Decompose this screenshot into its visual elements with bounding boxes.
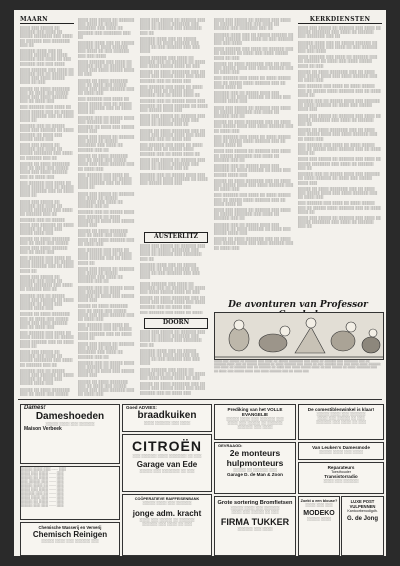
column-austerlitz-text: ░░░░ ░░░ ░░░░░ ░░ ░░░░░░ ░░░ ░░░░ ░░ ░░░░░ ░░░░░░░ ░░░ ░░░░ ░░ ░░░░░░ ░░░ ░░░░░░░ ░░░ ░░ ░░░░░░ ░░░░ ░░░ ░░ ░░░░░ ░░░░░░ ░░ ░░░░ ░░░░░░ ░░░ ░░░░ ░░ ░░░ ░░░░░░ ░░░ ░░░ ░░░░ ░░░░ ░░░░░░ ░░░ ░░░░ ░░ ░░░░░░ ░░░ ░░ ░░░░░░ ░░ ░░░░ ░░░ ░░░░ ░░░░░ ░░░░ ░░ ░░░ ░░░░░ ░░ ░░░░ ░░░░░░░ ░░░ ░░ ░░░░ ░░░ ░░░░░ ░░░░ ░░░ ░░░░ ░░░░░░ ░░░ ░░ ░░░░ ░░░ ░░░ ░░░░░░ ░░░ ░░░░ ░░ ░░░░ bbox=[140, 244, 206, 314]
newspaper-page bbox=[14, 10, 386, 556]
column-3-upper-text: ░░░░ ░░░ ░░░░░ ░░ ░░░░░░ ░░░ ░░░░ ░░ ░░░░░ ░░░░░░░ ░░░ ░░░░ ░░ ░░░░░░ ░░░ ░░░░░░░ ░░░ ░░ ░░░░░░ ░░░░ ░░░ ░░ ░░░░░ ░░░░░░ ░░ ░░░░ ░░░░░░ ░░░ ░░░░ ░░ ░░░ ░░░░░░ ░░░ ░░░ ░░░░ ░░░░ ░░░░░░ ░░░ ░░░░ ░░ ░░░░░░ ░░░ ░░ ░░░░░░ ░░ ░░░░ ░░░ ░░░░ ░░░░░ ░░░░ ░░ ░░░ ░░░░░ ░░ ░░░░ ░░░░░░░ ░░░ ░░ ░░░░ ░░░ ░░░░░ ░░░░ ░░░ ░░░░ ░░░░░░ ░░░ ░░ ░░░░ ░░░ ░░░ ░░░░░░ ░░░ ░░░░ ░░ ░░░░ ░░░░░ ░░░ ░░ ░░░░░ ░░░░ ░░░░░░ ░░░ ░░ ░░░░ ░░░░ ░░ ░░░░░░ ░░░ ░░ ░░░░░ ░░░░ ░░░ ░░░░░░ ░░ ░░░░ ░░░░░░ ░░ ░░░░ ░░░ ░░░░░ ░░░░ ░░░ ░░░░ ░░░ ░░░░░ ░░ ░░░░░░ ░░░ ░░░░ ░░ ░░░░░ ░░░░░░░ ░░░ ░░░░ ░░ ░░░░░░ ░░░ ░░ ░░░░░ ░░ ░░░░ ░░░░░░░ ░░░ ░░ ░░░░ ░░░ ░░░░░ ░░░░ ░░░ ░░░░ ░░░░░░ ░░░ ░░ ░░░░ ░░░ ░░░ ░░░░░░ ░░░ ░░░░ ░░ ░░░░ ░░░░░ ░░░ ░░ ░░░░░ ░░░░ ░░░░░░ ░░░ ░░ ░░░░ ░░░░ ░░ ░░░░ ░░░ ░░░░░ ░░ ░░░░░░ ░░░ ░░░░ ░░ ░░░░░ ░░░░░░░ ░░░ ░░░░ ░░ ░░░░░░ ░░░ ░░ ░░░░░░ ░░░ ░░ ░░░░░ ░░░░ ░░░ ░░░░░░ ░░ ░░░░ ░░░░░░ ░░ ░░░░ ░░░ ░░░░░ ░░░░ ░░░ bbox=[140, 18, 208, 185]
section-header-austerlitz: AUSTERLITZ bbox=[144, 232, 208, 243]
column-maarn-text: ░░░░ ░░░ ░░░░░ ░░ ░░░░░░ ░░░ ░░░░ ░░ ░░░░░ ░░░░░░░ ░░░ ░░░░ ░░ ░░░░░░ ░░░ ░░░░░░░ ░░░ ░░ ░░░░░░ ░░░░ ░░░ ░░ ░░░░░ ░░░░░░ ░░ ░░░░ ░░░░░░ ░░░ ░░░░ ░░ ░░░ ░░░░░░ ░░░ ░░░ ░░░░ ░░░░ ░░░░░░ ░░░ ░░░░ ░░ ░░░░░░ ░░░ ░░ ░░░░░░ ░░ ░░░░ ░░░ ░░░░ ░░░░░ ░░░░ ░░ ░░░ ░░░░░ ░░ ░░░░ ░░░░░░░ ░░░ ░░ ░░░░ ░░░ ░░░░░ ░░░░ ░░░ ░░░░ ░░░░░░ ░░░ ░░ ░░░░ ░░░ ░░░ ░░░░░░ ░░░ ░░░░ ░░ ░░░░ ░░░░░ ░░░ ░░ ░░░░░ ░░░░ ░░░░░░ ░░░ ░░ ░░░░ ░░░░ ░░ ░░░░░░ ░░░ ░░ ░░░░░ ░░░░ ░░░ ░░░░░░ ░░ ░░░░ ░░░░░░ ░░ ░░░░ ░░░ ░░░░░ ░░░░ ░░░ ░░░░ ░░░ ░░░░░ ░░ ░░░░░░ ░░░ ░░░░ ░░ ░░░░░ ░░░░░░░ ░░░ ░░░░ ░░ ░░░░░░ ░░░ ░░ ░░░░░ ░░ ░░░░ ░░░░░░░ ░░░ ░░ ░░░░ ░░░ ░░░░░ ░░░░ ░░░ ░░░░ ░░░░░░ ░░░ ░░ ░░░░ ░░░ ░░░ ░░░░░░ ░░░ ░░░░ ░░ ░░░░ ░░░░░ ░░░ ░░ ░░░░░ ░░░░ ░░░░░░ ░░░ ░░ ░░░░ ░░░░ ░░ ░░░░ ░░░ ░░░░░ ░░ ░░░░░░ ░░░ ░░░░ ░░ ░░░░░ ░░░░░░░ ░░░ ░░░░ ░░ ░░░░░░ ░░░ ░░ ░░░░░░ ░░░ ░░ ░░░░░ ░░░░ ░░░ ░░░░░░ ░░ ░░░░ ░░░░░░ ░░ ░░░░ ░░░ ░░░░░ ░░░░ ░░░ ░░░░░ ░░ ░░░░ ░░░░░░░ ░░░ ░░ ░░░░ ░░░ ░░░░░ ░░░░ ░░░ ░░░░ ░░░░░░ ░░░ ░░ ░░░░ ░░░ ░░░ ░░░░░░ ░░░ ░░░░ ░░ ░░░░ ░░░░░ ░░░ ░░ ░░░░░ ░░░░ ░░░░░░ ░░░ ░░ ░░░░ ░░░░ ░░ ░░░░ ░░░ ░░░░░ ░░ ░░░░░░ ░░░ ░░░░ ░░ ░░░░░ ░░░░░░░ ░░░ ░░░░ ░░ ░░░░░░ ░░░ ░░ ░░░░░░ ░░░ ░░ ░░░░░ ░░░░ ░░░ ░░░░░░ ░░ ░░░░ ░░░░░░ ░░ ░░░░ ░░░ ░░░░░ ░░░░ ░░░ ░░░░░ ░░ ░░░░ ░░░░░░░ ░░░ ░░ ░░░░ ░░░ ░░░░░ ░░░░ ░░░ ░░░░ ░░░░░░ ░░░ ░░ ░░░░ ░░░ ░░░ ░░░░░░ ░░░ ░░░░ ░░ ░░░░ ░░░░░ ░░░ ░░ ░░░░░ ░░░░ ░░░░░░ ░░░ ░░ ░░░░ ░░░░ ░░ ░░░░ ░░░ ░░░░░ ░░ ░░░░░░ ░░░ ░░░░ ░░ ░░░░░ ░░░░░░░ ░░░ ░░░░ ░░ ░░░░░░ ░░░ ░░ ░░░░░░ ░░░ ░░ ░░░░░ ░░░░ ░░░ ░░░░░░ ░░ ░░░░ ░░░░░░ ░░ ░░░░ ░░░ ░░░░░ ░░░░ ░░░ ░░░░░ ░░ ░░░░ ░░░░░░░ ░░░ ░░ ░░░░ ░░░ ░░░░░ bbox=[20, 26, 74, 396]
column-kerkdiensten-text: ░░░░ ░░░ ░░░░░ ░░ ░░░░░░ ░░░ ░░░░ ░░ ░░░░░ ░░░░░░░ ░░░ ░░░░ ░░ ░░░░░░ ░░░ ░░░░░░░ ░░░ ░░ ░░░░░░ ░░░░ ░░░ ░░ ░░░░░ ░░░░░░ ░░ ░░░░ ░░░░░░ ░░░ ░░░░ ░░ ░░░ ░░░░░░ ░░░ ░░░ ░░░░ ░░░░ ░░░░░░ ░░░ ░░░░ ░░ ░░░░░░ ░░░ ░░ ░░░░░░ ░░ ░░░░ ░░░ ░░░░ ░░░░░ ░░░░ ░░ ░░░ ░░░░░ ░░ ░░░░ ░░░░░░░ ░░░ ░░ ░░░░ ░░░ ░░░░░ ░░░░ ░░░ ░░░░ ░░░░░░ ░░░ ░░ ░░░░ ░░░ ░░░ ░░░░░░ ░░░ ░░░░ ░░ ░░░░ ░░░░░ ░░░ ░░ ░░░░░ ░░░░ ░░░░░░ ░░░ ░░ ░░░░ ░░░░ ░░ ░░░░░░ ░░░ ░░ ░░░░░ ░░░░ ░░░ ░░░░░░ ░░ ░░░░ ░░░░░░ ░░ ░░░░ ░░░ ░░░░░ ░░░░ ░░░ ░░░░ ░░░ ░░░░░ ░░ ░░░░░░ ░░░ ░░░░ ░░ ░░░░░ ░░░░░░░ ░░░ ░░░░ ░░ ░░░░░░ ░░░ ░░ ░░░░░ ░░ ░░░░ ░░░░░░░ ░░░ ░░ ░░░░ ░░░ ░░░░░ ░░░░ ░░░ ░░░░ ░░░░░░ ░░░ ░░ ░░░░ ░░░ ░░░ ░░░░░░ ░░░ ░░░░ ░░ ░░░░ ░░░░░ ░░░ ░░ ░░░░░ ░░░░ ░░░░░░ ░░░ ░░ ░░░░ ░░░░ ░░ ░░░░ ░░░ ░░░░░ ░░ ░░░░░░ ░░░ ░░░░ ░░ ░░░░░ ░░░░░░░ ░░░ ░░░░ ░░ ░░░░░░ ░░░ ░░ ░░░░░░ ░░░ ░░ ░░░░░ ░░░░ ░░░ ░░░░░░ ░░ ░░░░ ░░░░░░ ░░ ░░░░ ░░░ ░░░░░ ░░░░ ░░░ ░░░░░ ░░ ░░░░ ░░░░░░░ ░░░ ░░ ░░░░ ░░░ ░░░░░ ░░░░ ░░░ ░░░░ ░░░░░░ ░░░ ░░ ░░░░ ░░░ ░░░ ░░░░░░ ░░░ ░░░░ ░░ ░░░░ ░░░░░ ░░░ ░░ ░░░░░ ░░░░ ░░░░░░ ░░░ ░░ ░░░░ ░░░░ ░░ ░░░░ ░░░ ░░░░░ ░░ ░░░░░░ ░░░ ░░░░ ░░ ░░░░░ ░░░░░░░ ░░░ ░░░░ ░░ ░░░░░░ ░░░ ░░ bbox=[298, 26, 382, 229]
ad-wasserij: Chemische Wasserij en Ververij Chemisch Reinigen ░░░░░ ░░░░ ░░░ ░░░░░░ ░░░ bbox=[20, 522, 120, 556]
comic-strip-panel bbox=[214, 312, 384, 360]
column-4-text: ░░░░ ░░░ ░░░░░ ░░ ░░░░░░ ░░░ ░░░░ ░░ ░░░░░ ░░░░░░░ ░░░ ░░░░ ░░ ░░░░░░ ░░░ ░░░░░░░ ░░░ ░░ ░░░░░░ ░░░░ ░░░ ░░ ░░░░░ ░░░░░░ ░░ ░░░░ ░░░░░░ ░░░ ░░░░ ░░ ░░░ ░░░░░░ ░░░ ░░░ ░░░░ ░░░░ ░░░░░░ ░░░ ░░░░ ░░ ░░░░░░ ░░░ ░░ ░░░░░░ ░░ ░░░░ ░░░ ░░░░ ░░░░░ ░░░░ ░░ ░░░ ░░░░░ ░░ ░░░░ ░░░░░░░ ░░░ ░░ ░░░░ ░░░ ░░░░░ ░░░░ ░░░ ░░░░ ░░░░░░ ░░░ ░░ ░░░░ ░░░ ░░░ ░░░░░░ ░░░ ░░░░ ░░ ░░░░ ░░░░░ ░░░ ░░ ░░░░░ ░░░░ ░░░░░░ ░░░ ░░ ░░░░ ░░░░ ░░ ░░░░░░ ░░░ ░░ ░░░░░ ░░░░ ░░░ ░░░░░░ ░░ ░░░░ ░░░░░░ ░░ ░░░░ ░░░ ░░░░░ ░░░░ ░░░ ░░░░ ░░░ ░░░░░ ░░ ░░░░░░ ░░░ ░░░░ ░░ ░░░░░ ░░░░░░░ ░░░ ░░░░ ░░ ░░░░░░ ░░░ ░░ ░░░░░ ░░ ░░░░ ░░░░░░░ ░░░ ░░ ░░░░ ░░░ ░░░░░ ░░░░ ░░░ ░░░░ ░░░░░░ ░░░ ░░ ░░░░ ░░░ ░░░ ░░░░░░ ░░░ ░░░░ ░░ ░░░░ ░░░░░ ░░░ ░░ ░░░░░ ░░░░ ░░░░░░ ░░░ ░░ ░░░░ ░░░░ ░░ ░░░░ ░░░ ░░░░░ ░░ ░░░░░░ ░░░ ░░░░ ░░ ░░░░░ ░░░░░░░ ░░░ ░░░░ ░░ ░░░░░░ ░░░ ░░ ░░░░░░ ░░░ ░░ ░░░░░ ░░░░ ░░░ ░░░░░░ ░░ ░░░░ ░░░░░░ ░░ ░░░░ ░░░ ░░░░░ ░░░░ ░░░ ░░░░░ ░░ ░░░░ ░░░░░░░ ░░░ ░░ ░░░░ ░░░ ░░░░░ ░░░░ ░░░ ░░░░ ░░░░░░ ░░░ ░░ ░░░░ ░░░ ░░░ ░░░░░░ ░░░ ░░░░ ░░ ░░░░ ░░░░░ ░░░ ░░ ░░░░░ ░░░░ ░░░░░░ ░░░ ░░ ░░░░ ░░░░ ░░ ░░░░ ░░░ ░░░░░ ░░ ░░░░░░ ░░░ ░░░░ ░░ ░░░░░ ░░░░░░░ ░░░ ░░░░ ░░ ░░░░░░ ░░░ ░░ ░░░░░░ ░░░ ░░ ░░░░░ ░░░░ ░░░ ░░░░░░ ░░ ░░░░ ░░░░░░ ░░ ░░░░ ░░░ ░░░░░ ░░░░ ░░░ ░░░░░ ░░ ░░░░ ░░░░░░░ ░░░ ░░ ░░░░ ░░░ ░░░░░ ░░░░ ░░░ ░░░░ ░░░░░░ ░░░ ░░ ░░░░ ░░░ bbox=[214, 18, 294, 250]
ad-citroen: CITROËN ░░░ ░░░░░░ ░░░░ ░░░░░░░ ░░ ░░░ Garage van Ede ░░░░░ ░░░ ░░░░░░░ ░░ ░░░ bbox=[122, 434, 212, 492]
column-2-text: ░░░░ ░░░ ░░░░░ ░░ ░░░░░░ ░░░ ░░░░ ░░ ░░░░░ ░░░░░░░ ░░░ ░░░░ ░░ ░░░░░░ ░░░ ░░░░░░░ ░░░ ░░ ░░░░░░ ░░░░ ░░░ ░░ ░░░░░ ░░░░░░ ░░ ░░░░ ░░░░░░ ░░░ ░░░░ ░░ ░░░ ░░░░░░ ░░░ ░░░ ░░░░ ░░░░ ░░░░░░ ░░░ ░░░░ ░░ ░░░░░░ ░░░ ░░ ░░░░░░ ░░ ░░░░ ░░░ ░░░░ ░░░░░ ░░░░ ░░ ░░░ ░░░░░ ░░ ░░░░ ░░░░░░░ ░░░ ░░ ░░░░ ░░░ ░░░░░ ░░░░ ░░░ ░░░░ ░░░░░░ ░░░ ░░ ░░░░ ░░░ ░░░ ░░░░░░ ░░░ ░░░░ ░░ ░░░░ ░░░░░ ░░░ ░░ ░░░░░ ░░░░ ░░░░░░ ░░░ ░░ ░░░░ ░░░░ ░░ ░░░░░░ ░░░ ░░ ░░░░░ ░░░░ ░░░ ░░░░░░ ░░ ░░░░ ░░░░░░ ░░ ░░░░ ░░░ ░░░░░ ░░░░ ░░░ ░░░░ ░░░ ░░░░░ ░░ ░░░░░░ ░░░ ░░░░ ░░ ░░░░░ ░░░░░░░ ░░░ ░░░░ ░░ ░░░░░░ ░░░ ░░ ░░░░░ ░░ ░░░░ ░░░░░░░ ░░░ ░░ ░░░░ ░░░ ░░░░░ ░░░░ ░░░ ░░░░ ░░░░░░ ░░░ ░░ ░░░░ ░░░ ░░░ ░░░░░░ ░░░ ░░░░ ░░ ░░░░ ░░░░░ ░░░ ░░ ░░░░░ ░░░░ ░░░░░░ ░░░ ░░ ░░░░ ░░░░ ░░ ░░░░ ░░░ ░░░░░ ░░ ░░░░░░ ░░░ ░░░░ ░░ ░░░░░ ░░░░░░░ ░░░ ░░░░ ░░ ░░░░░░ ░░░ ░░ ░░░░░░ ░░░ ░░ ░░░░░ ░░░░ ░░░ ░░░░░░ ░░ ░░░░ ░░░░░░ ░░ ░░░░ ░░░ ░░░░░ ░░░░ ░░░ ░░░░░ ░░ ░░░░ ░░░░░░░ ░░░ ░░ ░░░░ ░░░ ░░░░░ ░░░░ ░░░ ░░░░ ░░░░░░ ░░░ ░░ ░░░░ ░░░ ░░░ ░░░░░░ ░░░ ░░░░ ░░ ░░░░ ░░░░░ ░░░ ░░ ░░░░░ ░░░░ ░░░░░░ ░░░ ░░ ░░░░ ░░░░ ░░ ░░░░ ░░░ ░░░░░ ░░ ░░░░░░ ░░░ ░░░░ ░░ ░░░░░ ░░░░░░░ ░░░ ░░░░ ░░ ░░░░░░ ░░░ ░░ ░░░░░░ ░░░ ░░ ░░░░░ ░░░░ ░░░ ░░░░░░ ░░ ░░░░ ░░░░░░ ░░ ░░░░ ░░░ ░░░░░ ░░░░ ░░░ ░░░░░ ░░ ░░░░ ░░░░░░░ ░░░ ░░ ░░░░ ░░░ ░░░░░ ░░░░ ░░░ ░░░░ ░░░░░░ ░░░ ░░ ░░░░ ░░░ ░░░ ░░░░░░ ░░░ ░░░░ ░░ ░░░░ ░░░░░ ░░░ ░░ ░░░░░ ░░░░ ░░░░░░ ░░░ ░░ ░░░░ ░░░░ ░░ ░░░░ ░░░ ░░░░░ ░░ ░░░░░░ ░░░ ░░░░ ░░ ░░░░░ ░░░░░░░ ░░░ ░░░░ ░░ ░░░░░░ ░░░ ░░ ░░░░░░ ░░░ ░░ ░░░░░ ░░░░ ░░░ ░░░░░░ ░░ ░░░░ ░░░░░░ ░░ ░░░░ ░░░ ░░░░░ ░░░░ ░░░ ░░░░░ ░░ ░░░░ ░░░░░░░ ░░░ ░░ ░░░░ ░░░ ░░░░░ ░░░░ ░░░ ░░░░ ░░░░░░ ░░░ ░░ ░░░░ ░░░ bbox=[78, 18, 135, 396]
ad-monteurs: GEVRAAGD: 2e monteurs hulpmonteurs ░░░░░ ░░ ░░░░░░ ░░░ Garage D. de Man & Zoon bbox=[214, 442, 296, 494]
ad-comestibles: De comestibleswinkel is klaar! ░░░░░ ░░░░ ░░░ ░░░░░░ ░░░░ ░░░ ░░░░░ ░░ ░░░ ░░░░░░ ░░░ ░░░░ ░░ ░░░ bbox=[298, 404, 384, 440]
column-doorn-text: ░░░░ ░░░ ░░░░░ ░░ ░░░░░░ ░░░ ░░░░ ░░ ░░░░░ ░░░░░░░ ░░░ ░░░░ ░░ ░░░░░░ ░░░ ░░░░░░░ ░░░ ░░ ░░░░░░ ░░░░ ░░░ ░░ ░░░░░ ░░░░░░ ░░ ░░░░ ░░░░░░ ░░░ ░░░░ ░░ ░░░ ░░░░░░ ░░░ ░░░ ░░░░ ░░░░ ░░░░░░ ░░░ ░░░░ ░░ ░░░░░░ ░░░ ░░ ░░░░░░ ░░ ░░░░ ░░░ ░░░░ ░░░░░ ░░░░ ░░ ░░░ ░░░░░ ░░ ░░░░ ░░░░░░░ ░░░ ░░ ░░░░ ░░░ ░░░░░ ░░░░ ░░░ ░░░░ ░░░░░░ ░░░ ░░ ░░░░ ░░░ bbox=[140, 330, 206, 395]
ad-bromfietsen: Grote sortering Bromfietsen ░░░░░ ░░░░ ░░░ ░░░░░░ ░░░░ ░░░ ░░░░░ ░░ ░░░ FIRMA TUKKER ░░░░░░ ░░░ ░░░░ bbox=[214, 496, 296, 556]
ad-braadkuiken: Goed ADVIES: braadkuiken ░░░░ ░░░░░░ ░░░ ░░░░ bbox=[122, 404, 212, 432]
ad-raiffeisenbank: COÖPERATIEVE RAIFFEISENBANK ░░░░░ ░░░░ ░░░ ░░░░░░ jonge adm. kracht ░░░░ ░░░ ░░░░░ ░░ ░░░░░░ ░░░░░░ ░░░ ░░░░ ░░ ░░░ bbox=[122, 494, 212, 556]
comic-strip-title: De avonturen van Professor bbox=[228, 300, 368, 310]
ad-reparateurs: Reparateurs Toesthouder Transistorradio ░░░░ ░░░ ░░░░░░ bbox=[298, 462, 384, 494]
ad-modeko: Zoekt u een blouse? ░░░░ ░░░ ░░░ MODEKO ░░░░░ ░░░░ bbox=[298, 496, 340, 556]
ads-divider bbox=[18, 399, 382, 400]
comic-caption: ░░░░ ░░░ ░░░░░ ░░ ░░░░░░ ░░░ ░░░░ ░░ ░░░░░ ░░░░░░░ ░░░ ░░░░ ░░ ░░░░░░ ░░░ ░░░░░░░ ░░░ ░░ ░░░░░░ ░░░░ ░░░ ░░ ░░░░░ ░░░░░░ ░░ ░░░░ ░░░░░░ ░░░ ░░░░ ░░ ░░░ ░░░░░░ ░░░ ░░░ ░░░░ ░░░░ ░░░░░░ ░░░ ░░░░ ░░ ░░░░░░ ░░░ ░░ ░░░░░░ ░░ ░░░░ ░░░ ░░░░ ░░░░░ ░░░░ ░░ ░░░ ░░░░░ ░░ ░░░░ ░░░░░░░ ░░░ ░░ ░░░░ ░░░ ░░░░░ ░░░░ ░░░ ░░░░ ░░░░░░ ░░░ ░░ ░░░░ ░░░ bbox=[214, 360, 381, 373]
section-header-kerkdiensten: KERKDIENSTEN bbox=[298, 16, 382, 24]
ad-vanleuken: Van Leuken's Damesmode ░░░░░ ░░░░ ░░░ ░░░░ bbox=[298, 442, 384, 460]
ad-luxepost: LUXE POST VULPENNEN Kantoorbenodigdh. G. de Jong bbox=[341, 496, 384, 556]
section-header-doorn: DOORN bbox=[144, 318, 208, 329]
ad-dameshoeden: Dames! Dameshoeden ░░░░░ ░░░░ ░░░ ░░░░░░ Maison Verbeek bbox=[20, 404, 120, 464]
ad-evangelie: Prediking van het VOLLE EVANGELIE ░░░░░ ░░░░ ░░░ ░░░░░░ ░░░ ░░░░ ░░░ ░░░░░ ░░ ░░░░░░ ░░░░░░ ░░░ ░░░░ bbox=[214, 404, 296, 440]
section-header-maarn: MAARN bbox=[20, 16, 74, 24]
comic-illustration bbox=[215, 313, 383, 359]
price-list: ░░░░░ ░░░░ ░░░ ....... ░░░ ░░░░ ░░░ ░░░░ ....... ░░░ ░░░░░ ░░ ░░░░ ....... ░░░ ░░░ ░░░░░ ░░░ ....... ░░░ ░░░░░ ░░░░ ░░ ....... ░░░ ░░░░ ░░░ ░░░░ ....... ░░░ ░░░░░░ ░░░ ░░ ....... ░░░ ░░░░ ░░░░ ░░░ ....... ░░░ ░░░░░ ░░ ░░░░ ....... ░░░ ░░░░░ ░░░ ░░░ ....... ░░░ bbox=[20, 466, 120, 520]
